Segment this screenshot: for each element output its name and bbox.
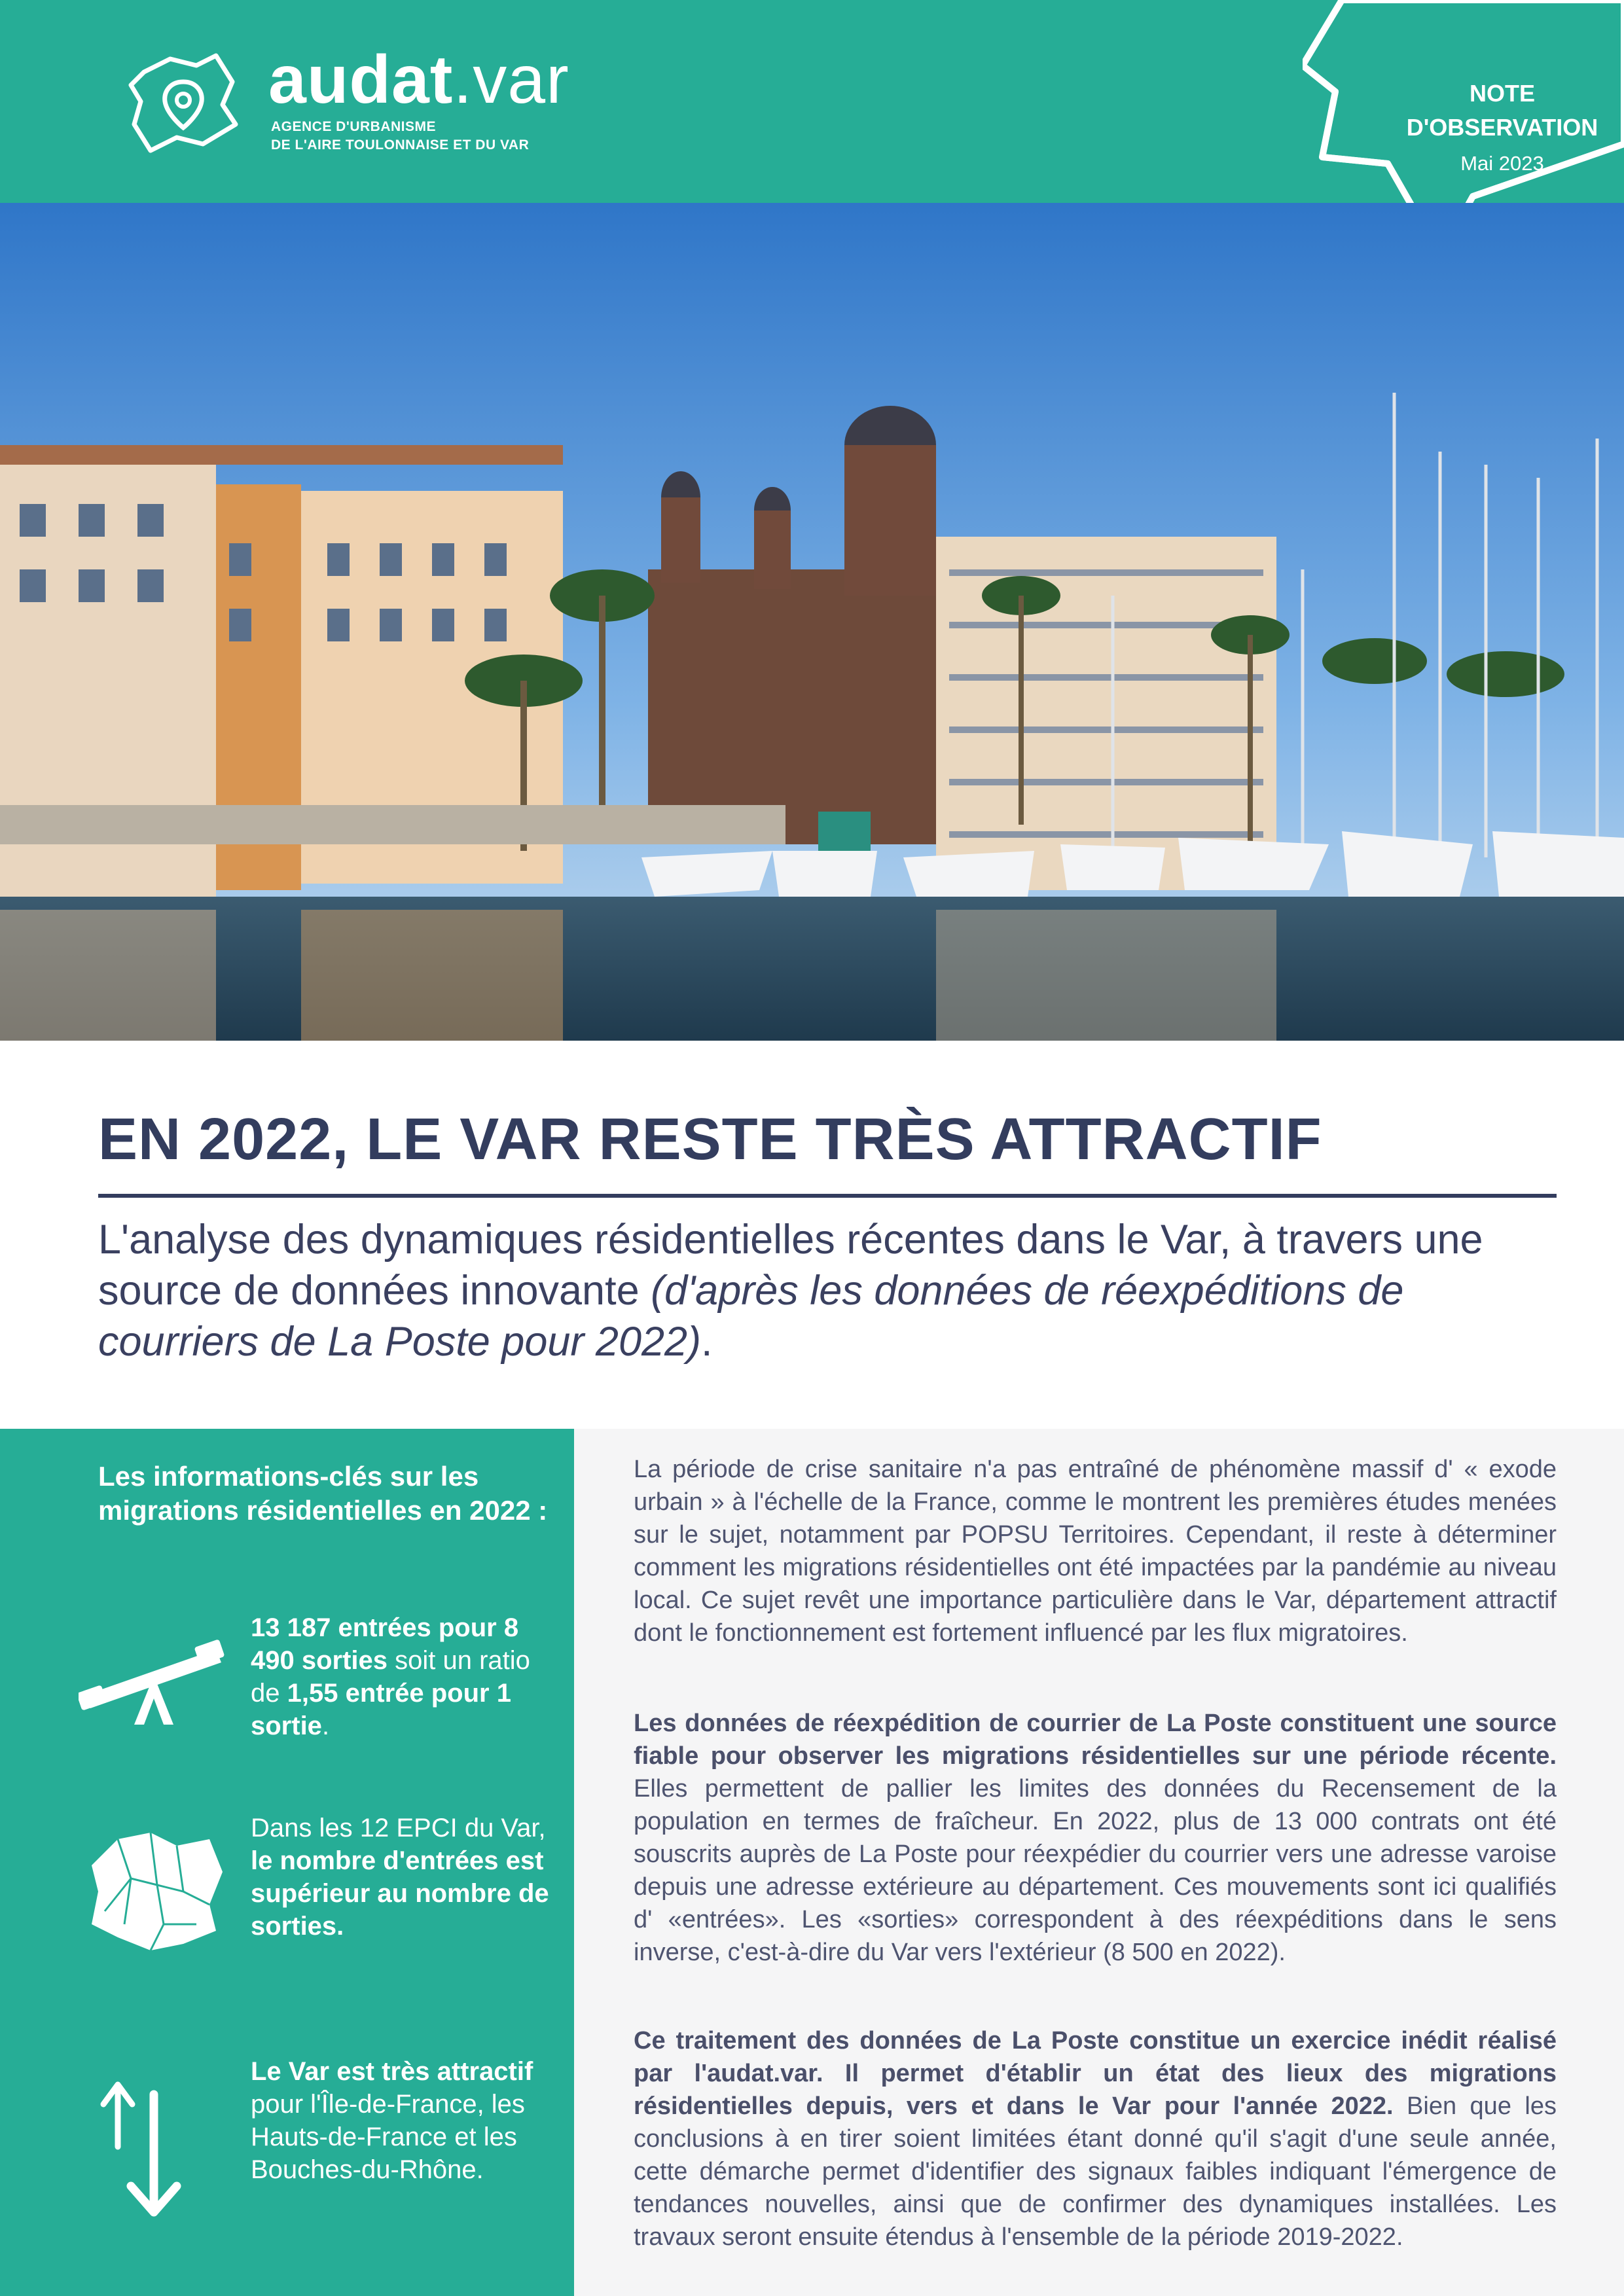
brand-subtitle-line2: DE L'AIRE TOULONNAISE ET DU VAR [271, 137, 530, 152]
fact-epci-entries: Dans les 12 EPCI du Var, le nombre d'entrées est supérieur au nombre de sorties. [251, 1814, 549, 1941]
up-down-arrows-icon [92, 2075, 190, 2225]
badge-observation-label: D'OBSERVATION [1406, 114, 1598, 141]
fact-var-attractive: Le Var est très attractif pour l'Île-de-France, les Hauts-de-France et les Bouches-du-Rhône. [251, 2057, 533, 2184]
sidebar-title: Les informations-clés sur les migrations résidentielles en 2022 : [98, 1461, 548, 1526]
brand-name: audat.var [268, 42, 569, 118]
page-title: EN 2022, LE VAR RESTE TRÈS ATTRACTIF [98, 1107, 1322, 1172]
body-paragraph-1: La période de crise sanitaire n'a pas entraîné de phénomène massif d' « exode urbain » à l'échelle de la France, comme le montrent les premières études menées sur le sujet, notamment par POPSU Territoires. Cependant, il reste à déterminer comment les migrations résidentielles ont été impactées par la pandémie au niveau local. Ce sujet revêt une importance particulière dans le Var, département attractif dont le fonctionnement est fortement influencé par les flux migratoires. [634, 1456, 1557, 1647]
body-paragraph-2: Les données de réexpédition de courrier de La Poste constituent une source fiable pour observer les migrations résidentielles sur une période récente. Elles permettent de pallier les limites des données du Recensement de la population en termes de fraîcheur. En 2022, plus de 13 000 contrats ont été souscrits auprès de La Poste pour réexpédier du courrier vers une adresse varoise depuis une adresse extérieure au département. Ces mouvements sont ici qualifiés d' «entrées». Les «sorties» correspondent à des réexpéditions dans le sens inverse, c'est-à-dire du Var vers l'extérieur (8 500 en 2022). [634, 1710, 1557, 1966]
badge-date: Mai 2023 [1460, 152, 1544, 175]
fact-entries-ratio: 13 187 entrées pour 8 490 sorties soit un ratio de 1,55 entrée pour 1 sortie. [251, 1613, 530, 1740]
body-paragraph-3: Ce traitement des données de La Poste constitue un exercice inédit réalisé par l'audat.var. Il permet d'établir un état des lieux des migrations résidentielles depuis, vers et dans le Var pour l'année 2022. Bien que les conclusions à en tirer soient limitées étant donné qu'il s'agit d'une seule année, cette démarche permet d'identifier des signaux faibles indiquant l'émergence de tendances nouvelles, ainsi que de confirmer des dynamiques installées. Les travaux seront ensuite étendus à l'ensemble de la période 2019-2022. [634, 2027, 1557, 2251]
var-epci-map-icon [79, 1813, 229, 1957]
harbor-photo [0, 203, 1624, 1041]
badge-note-label: NOTE [1469, 80, 1535, 107]
seesaw-icon [79, 1623, 229, 1728]
logo-map-pin-icon [124, 46, 242, 157]
page-subtitle: L'analyse des dynamiques résidentielles récentes dans le Var, à travers une source de données innovante (d'après les données de réexpéditions de courriers de La Poste pour 2022). [98, 1217, 1483, 1365]
brand-subtitle-line1: AGENCE D'URBANISME [271, 119, 437, 134]
title-divider [98, 1194, 1557, 1198]
